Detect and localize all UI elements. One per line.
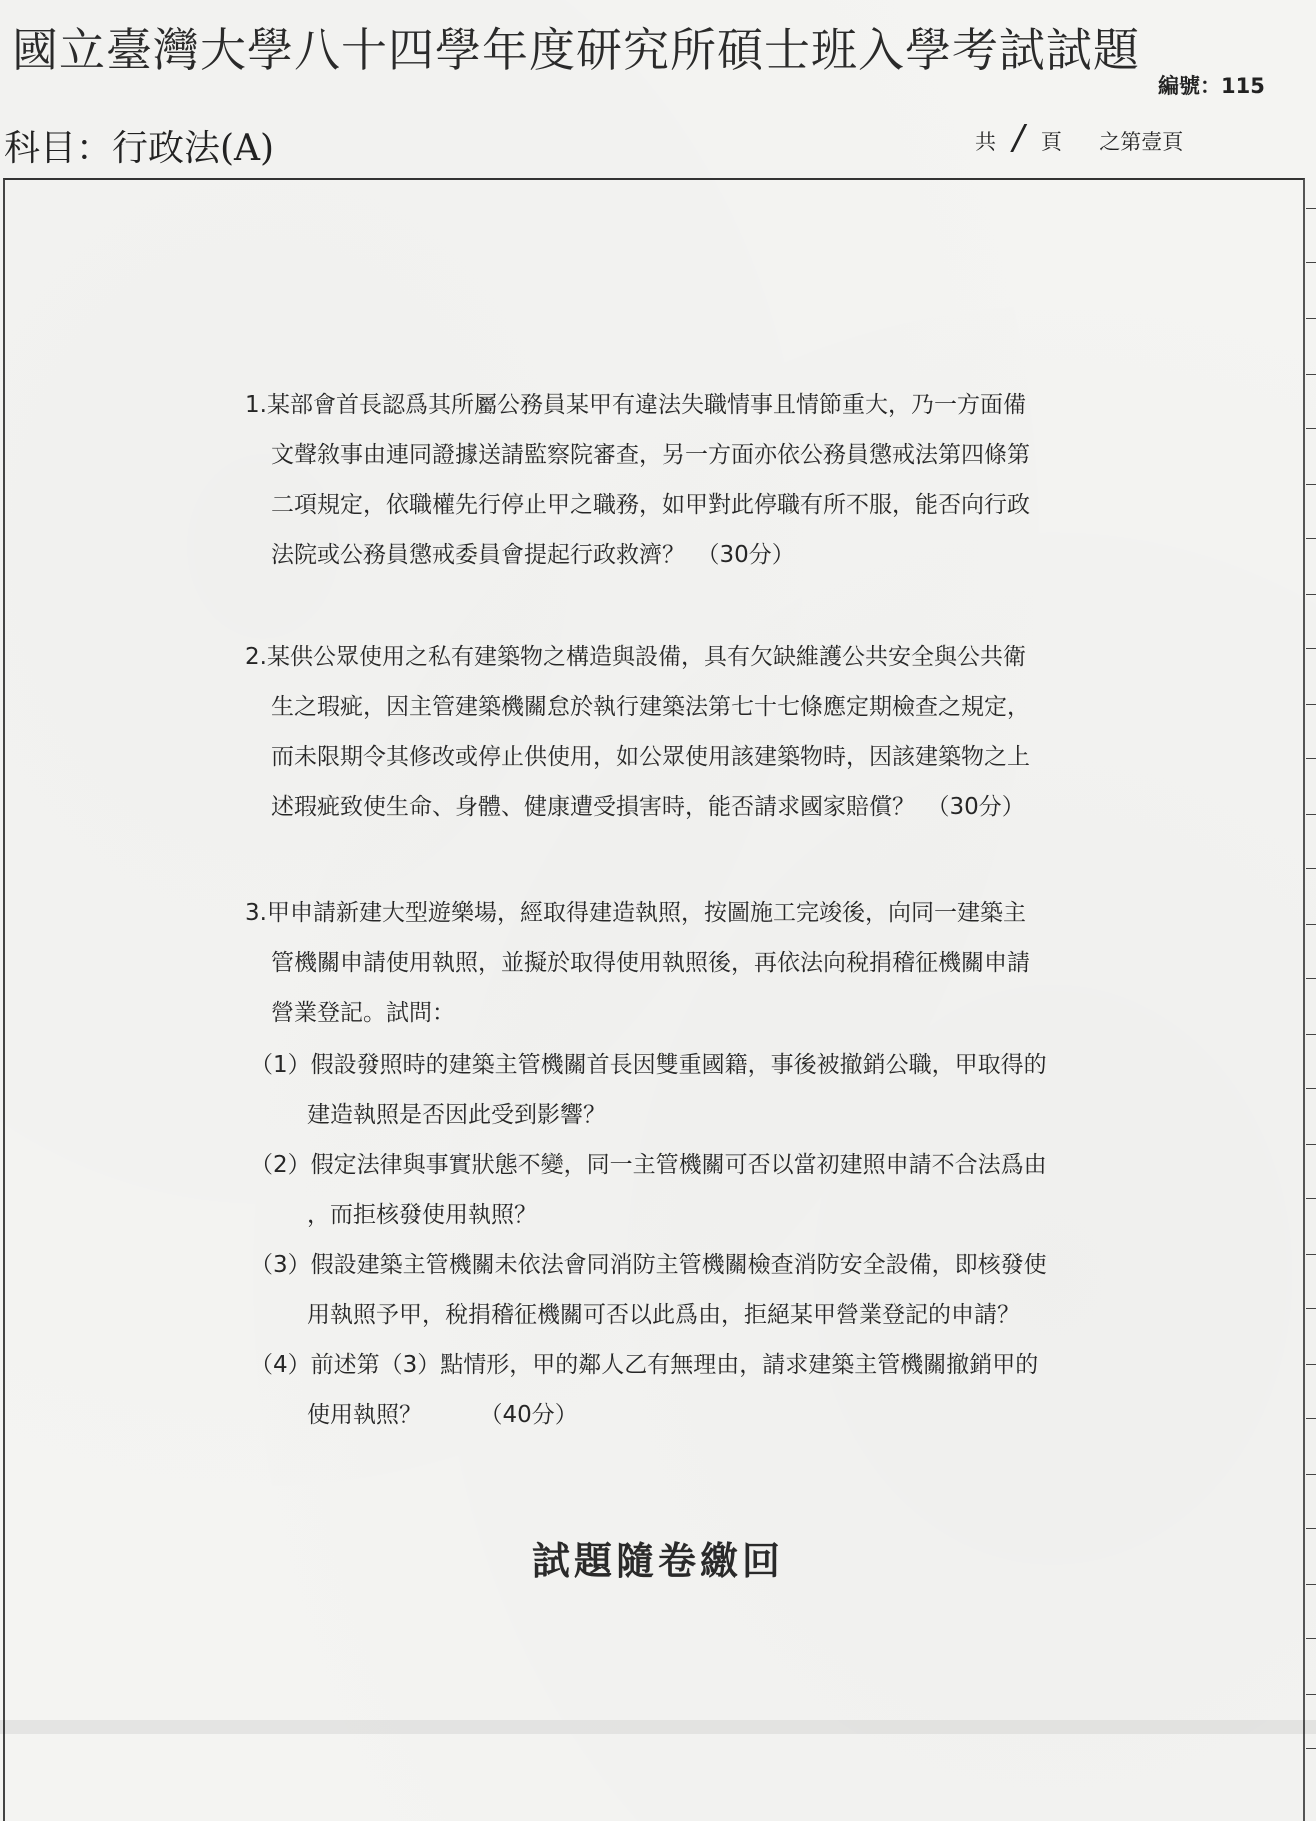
- page-total-prefix: 共: [975, 130, 996, 154]
- question-line: 3.甲申請新建大型遊樂場，經取得建造執照，按圖施工完竣後，向同一建築主: [245, 900, 1026, 926]
- question-line: 二項規定，依職權先行停止甲之職務，如甲對此停職有所不服，能否向行政: [271, 492, 1030, 518]
- subquestion-line: （1）假設發照時的建築主管機關首長因雙重國籍，事後被撤銷公職，甲取得的: [250, 1052, 1047, 1078]
- question-line: 2.某供公眾使用之私有建築物之構造與設備，具有欠缺維護公共安全與公共衛: [245, 644, 1026, 670]
- question-line: 管機關申請使用執照，並擬於取得使用執照後，再依法向稅捐稽征機關申請: [271, 950, 1030, 976]
- question-line: 文聲敘事由連同證據送請監察院審查，另一方面亦依公務員懲戒法第四條第: [271, 442, 1030, 468]
- subquestion-line: （2）假定法律與事實狀態不變，同一主管機關可否以當初建照申請不合法爲由: [250, 1152, 1047, 1178]
- subquestion-2: [250, 1140, 1130, 1240]
- question-line: 而未限期令其修改或停止供使用，如公眾使用該建築物時，因該建築物之上: [271, 744, 1030, 770]
- page-indicator: [975, 118, 1183, 158]
- question-2: [245, 632, 1125, 832]
- page-total-suffix: 頁: [1040, 130, 1062, 154]
- question-line: 法院或公務員懲戒委員會提起行政救濟？ （30分）: [271, 542, 795, 568]
- subquestion-line: （3）假設建築主管機關未依法會同消防主管機關檢查消防安全設備，即核發使: [250, 1252, 1047, 1278]
- bleed-through: [0, 1720, 1316, 1734]
- return-notice: 試題隨卷繳回: [531, 1538, 784, 1583]
- question-line: 1.某部會首長認爲其所屬公務員某甲有違法失職情事且情節重大，乃一方面備: [245, 392, 1026, 418]
- subquestion-line: 建造執照是否因此受到影響？: [307, 1102, 606, 1128]
- question-3: [245, 888, 1125, 1038]
- question-line: 生之瑕疵，因主管建築機關怠於執行建築法第七十七條應定期檢查之規定，: [271, 694, 1030, 720]
- subquestion-1: [250, 1040, 1130, 1140]
- question-line: 營業登記。試問：: [271, 1000, 455, 1026]
- question-line: 述瑕疵致使生命、身體、健康遭受損害時，能否請求國家賠償？ （30分）: [271, 794, 1025, 820]
- subquestion-line: 使用執照？ （40分）: [307, 1402, 578, 1428]
- subquestion-4: [250, 1340, 1130, 1440]
- subquestion-line: 用執照予甲，稅捐稽征機關可否以此爲由，拒絕某甲營業登記的申請？: [307, 1302, 1020, 1328]
- question-1: [245, 380, 1125, 580]
- exam-title: 國立臺灣大學八十四學年度研究所碩士班入學考試試題: [12, 23, 1140, 77]
- subquestion-line: （4）前述第（3）點情形，甲的鄰人乙有無理由，請求建築主管機關撤銷甲的: [250, 1352, 1039, 1378]
- subquestion-line: ，而拒核發使用執照？: [307, 1202, 537, 1228]
- page-total-value: /: [1012, 118, 1025, 158]
- serial-number: 編號：115: [1158, 74, 1265, 98]
- subject-label: 科目：行政法(A): [4, 128, 275, 169]
- subquestion-3: [250, 1240, 1130, 1340]
- page-current: 之第壹頁: [1099, 130, 1184, 154]
